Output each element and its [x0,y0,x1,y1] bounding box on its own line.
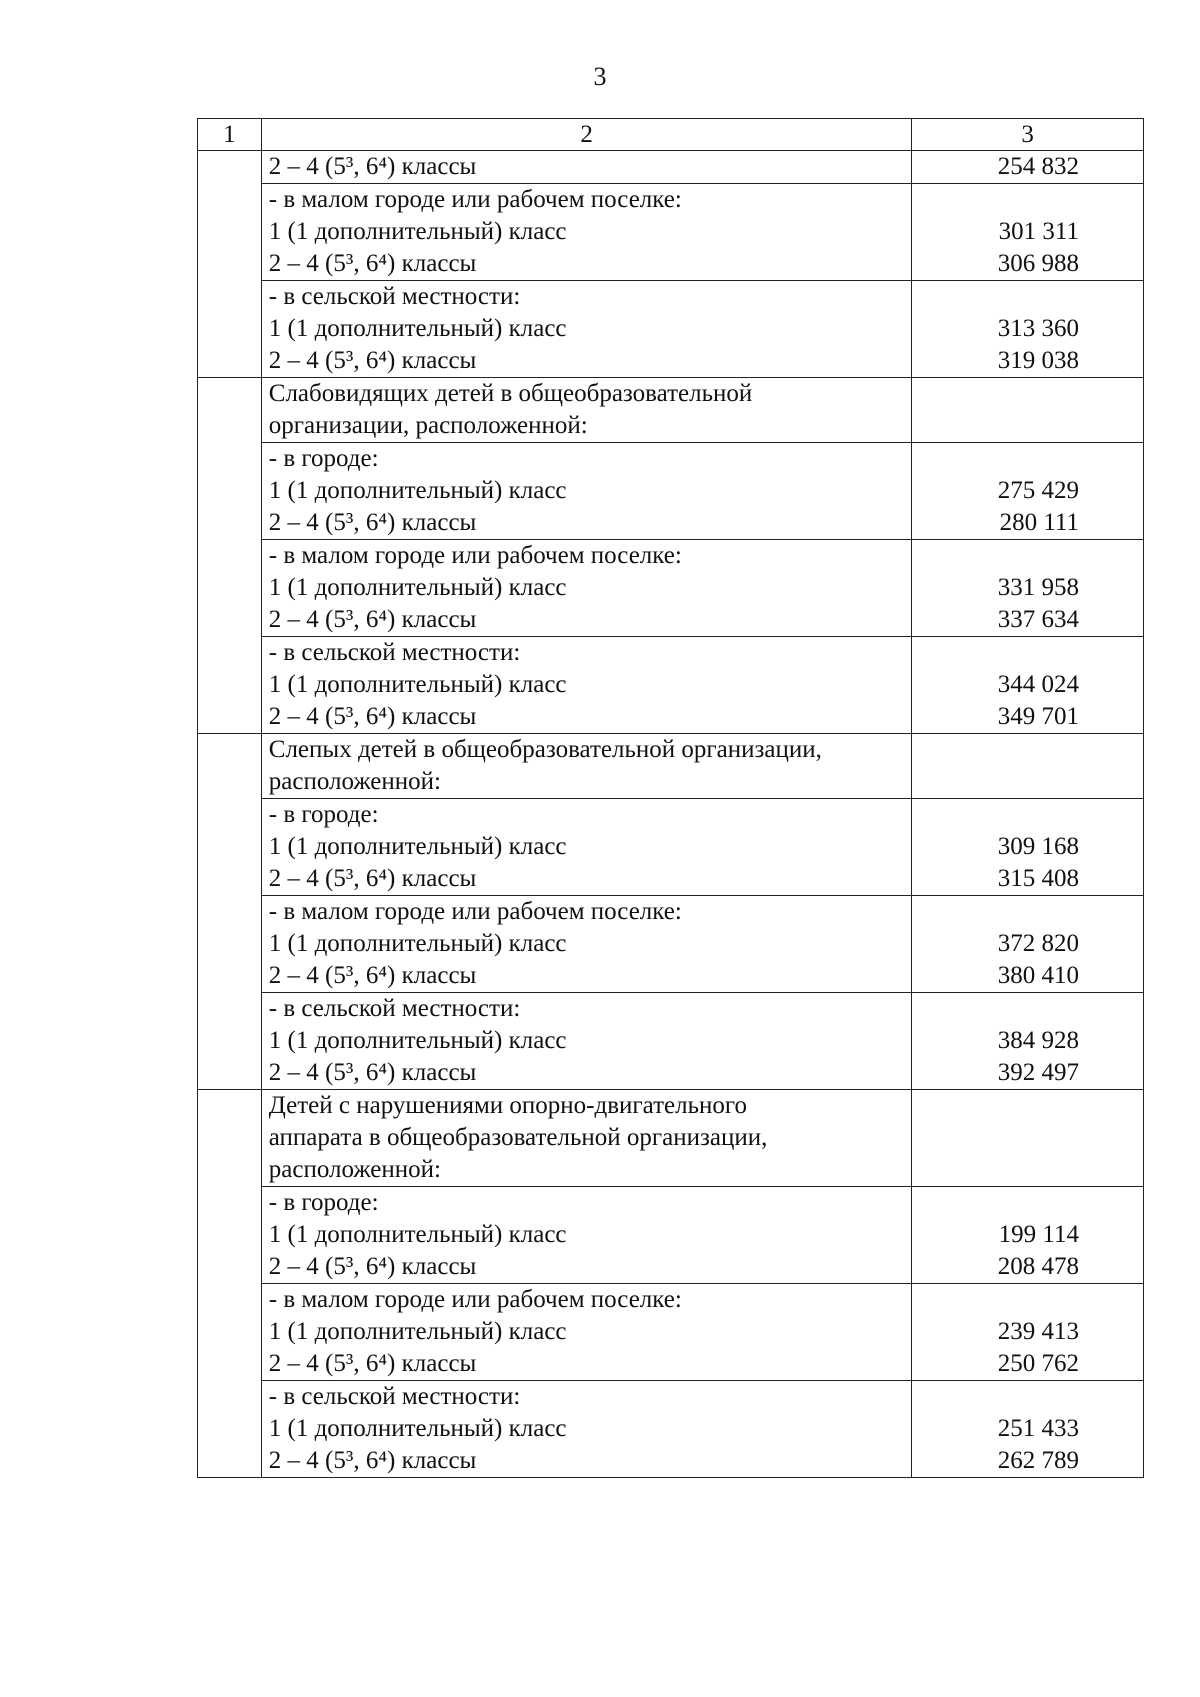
table-body [198,119,1144,1478]
amount-value: 392 497 [997,1059,1079,1086]
amount-value [912,766,1079,798]
amount-cell [912,281,1144,378]
amount-value [912,1187,1079,1219]
description-line: 2 – 4 (5³, 6⁴) классы [268,153,477,180]
amount-value: 349 701 [997,703,1079,730]
amount-value: 280 111 [999,509,1079,536]
amount-cell [912,540,1144,637]
table-row [198,443,1144,540]
description-line: 1 (1 дополнительный) класс [268,930,567,957]
description-line: - в сельской местности: [268,639,521,666]
description-line: Слепых детей в общеобразовательной организации, [268,736,822,763]
table-row [198,1090,1144,1187]
description-cell [261,1381,912,1478]
description-line: 1 (1 дополнительный) класс [268,1027,567,1054]
description-line: 1 (1 дополнительный) класс [268,1221,567,1248]
description-line: 2 – 4 (5³, 6⁴) классы [268,962,477,989]
description-cell [261,1284,912,1381]
row-number-cell [198,378,262,734]
tariff-table [197,118,1144,1478]
amount-cell [912,734,1144,799]
row-number-cell [198,734,262,1090]
amount-value [912,1154,1079,1186]
description-line: - в малом городе или рабочем поселке: [268,1286,682,1313]
description-line: 2 – 4 (5³, 6⁴) классы [268,1253,477,1280]
description-cell [261,184,912,281]
description-cell [261,799,912,896]
description-cell [261,993,912,1090]
amount-value [912,799,1079,831]
description-cell [261,540,912,637]
description-line: 1 (1 дополнительный) класс [268,671,567,698]
description-line: - в малом городе или рабочем поселке: [268,186,682,213]
description-line: 1 (1 дополнительный) класс [268,1415,567,1442]
row-number-cell [198,151,262,378]
description-line: 1 (1 дополнительный) класс [268,833,567,860]
description-line: 1 (1 дополнительный) класс [268,1318,567,1345]
description-cell [261,896,912,993]
amount-value: 384 928 [997,1027,1079,1054]
amount-cell [912,637,1144,734]
amount-cell [912,378,1144,443]
table-row [198,184,1144,281]
header-col-2: 2 [261,119,912,151]
amount-value: 372 820 [997,930,1079,957]
amount-cell [912,443,1144,540]
description-line: 2 – 4 (5³, 6⁴) классы [268,1350,477,1377]
table-row [198,637,1144,734]
description-line: 1 (1 дополнительный) класс [268,218,567,245]
amount-value: 301 311 [998,218,1079,245]
table-row [198,1284,1144,1381]
amount-value [912,378,1079,410]
amount-cell [912,993,1144,1090]
description-line: 2 – 4 (5³, 6⁴) классы [268,347,477,374]
description-cell [261,378,912,443]
amount-value [912,993,1079,1025]
amount-value [912,184,1079,216]
description-line: 2 – 4 (5³, 6⁴) классы [268,509,477,536]
amount-value [912,1284,1079,1316]
description-cell [261,637,912,734]
description-cell [261,734,912,799]
description-line: организации, расположенной: [268,412,588,439]
description-line: - в городе: [268,445,379,472]
table-row [198,1381,1144,1478]
description-line: 2 – 4 (5³, 6⁴) классы [268,1447,477,1474]
description-line: 2 – 4 (5³, 6⁴) классы [268,703,477,730]
description-line: 2 – 4 (5³, 6⁴) классы [268,250,477,277]
amount-value: 254 832 [997,153,1079,180]
table-row [198,540,1144,637]
amount-value: 309 168 [997,833,1079,860]
amount-cell [912,1381,1144,1478]
table-row [198,799,1144,896]
description-line: Слабовидящих детей в общеобразовательной [268,380,753,407]
description-line: - в сельской местности: [268,995,521,1022]
row-number-cell [198,1090,262,1478]
amount-value [912,1122,1079,1154]
amount-cell [912,1090,1144,1187]
description-cell [261,151,912,184]
description-line: 2 – 4 (5³, 6⁴) классы [268,1059,477,1086]
table-header-row [198,119,1144,151]
amount-value: 306 988 [997,250,1079,277]
amount-cell [912,151,1144,184]
header-col-1: 1 [198,119,262,151]
amount-value: 208 478 [997,1253,1079,1280]
table-row [198,1187,1144,1284]
amount-value: 337 634 [997,606,1079,633]
description-line: - в малом городе или рабочем поселке: [268,542,682,569]
amount-value [912,540,1079,572]
amount-value [912,637,1079,669]
page-number: 3 [593,62,607,91]
description-line: расположенной: [268,768,441,795]
amount-value [912,734,1079,766]
description-line: - в сельской местности: [268,1383,521,1410]
amount-value: 380 410 [997,962,1079,989]
amount-value: 344 024 [997,671,1079,698]
amount-value [912,896,1079,928]
amount-value [912,281,1079,313]
amount-value: 319 038 [997,347,1079,374]
amount-cell [912,184,1144,281]
description-cell [261,1187,912,1284]
description-line: 2 – 4 (5³, 6⁴) классы [268,865,477,892]
amount-cell [912,896,1144,993]
description-cell [261,1090,912,1187]
amount-value: 251 433 [997,1415,1079,1442]
table-row [198,378,1144,443]
amount-cell [912,1284,1144,1381]
amount-value [912,1381,1079,1413]
description-line: Детей с нарушениями опорно-двигательного [268,1092,748,1119]
amount-value: 250 762 [997,1350,1079,1377]
table-row [198,734,1144,799]
description-line: аппарата в общеобразовательной организации, [268,1124,768,1151]
description-line: расположенной: [268,1156,441,1183]
amount-value: 315 408 [997,865,1079,892]
description-line: - в городе: [268,801,379,828]
amount-value: 313 360 [997,315,1079,342]
description-line: 2 – 4 (5³, 6⁴) классы [268,606,477,633]
amount-value: 199 114 [998,1221,1079,1248]
description-line: 1 (1 дополнительный) класс [268,574,567,601]
description-cell [261,281,912,378]
table-row [198,896,1144,993]
description-cell [261,443,912,540]
table-row [198,281,1144,378]
description-line: 1 (1 дополнительный) класс [268,315,567,342]
amount-value: 239 413 [997,1318,1079,1345]
description-line: - в малом городе или рабочем поселке: [268,898,682,925]
amount-value: 331 958 [997,574,1079,601]
amount-cell [912,799,1144,896]
amount-value [912,1090,1079,1122]
amount-value: 275 429 [997,477,1079,504]
amount-value: 262 789 [997,1447,1079,1474]
amount-value [912,443,1079,475]
table-row [198,993,1144,1090]
description-line: 1 (1 дополнительный) класс [268,477,567,504]
description-line: - в сельской местности: [268,283,521,310]
description-line: - в городе: [268,1189,379,1216]
header-col-3: 3 [912,119,1144,151]
amount-value [912,410,1079,442]
table-row [198,151,1144,184]
amount-cell [912,1187,1144,1284]
